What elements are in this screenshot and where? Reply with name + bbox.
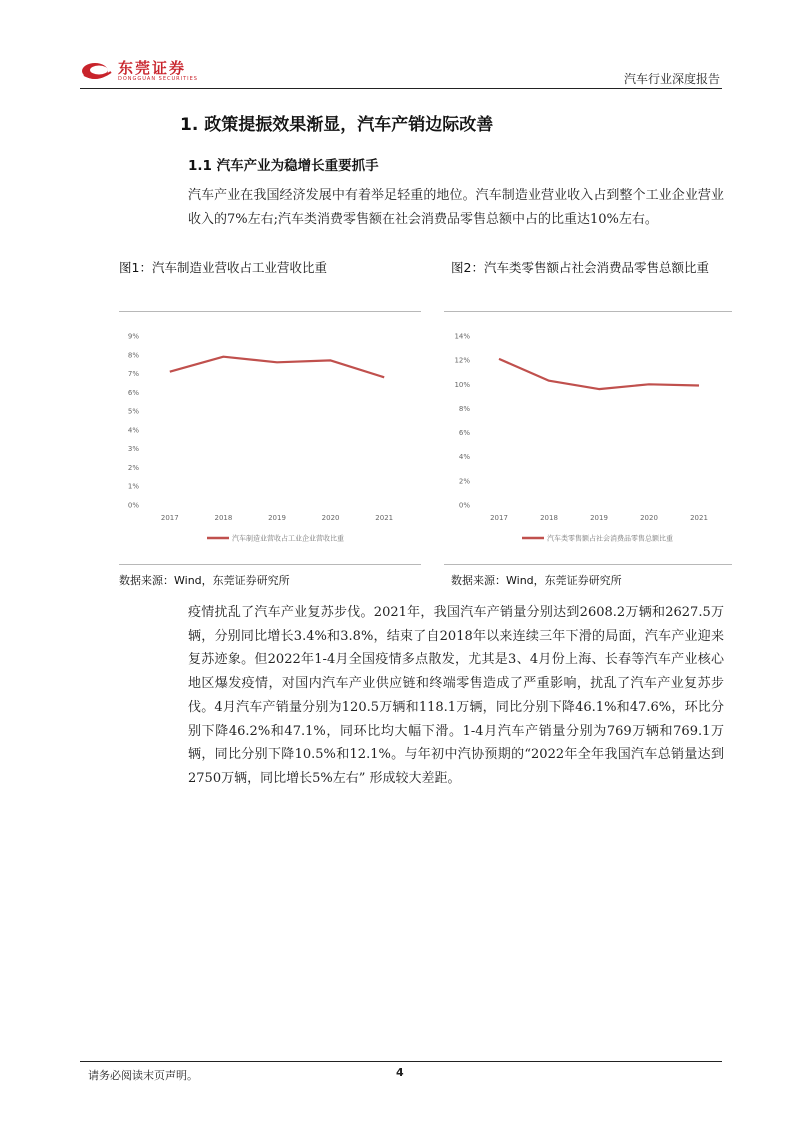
x-tick-label: 2020 [321, 514, 340, 522]
y-tick-label: 8% [458, 404, 470, 413]
figure-1-source: 数据来源：Wind，东莞证券研究所 [119, 574, 290, 587]
x-tick-label: 2021 [690, 514, 708, 522]
figure-2-chart [444, 318, 732, 558]
x-tick-label: 2018 [540, 514, 558, 522]
figure-1-title: 图1：汽车制造业营收占工业营收比重 [119, 260, 327, 275]
y-tick-label: 12% [454, 356, 470, 365]
x-tick-label: 2017 [490, 514, 508, 522]
y-tick-label: 3% [127, 445, 139, 454]
y-tick-label: 5% [127, 407, 139, 416]
y-tick-label: 4% [127, 426, 139, 435]
y-tick-label: 8% [127, 351, 139, 360]
x-tick-label: 2019 [268, 514, 286, 522]
x-tick-label: 2019 [590, 514, 608, 522]
intro-paragraph: 汽车产业在我国经济发展中有着举足轻重的地位。汽车制造业营业收入占到整个工业企业营业收入的7%左右;汽车类消费零售额在社会消费品零售总额中占的比重达10%左右。 [188, 188, 724, 227]
footer-divider [80, 1061, 722, 1062]
y-tick-label: 4% [458, 453, 470, 462]
series-line [170, 357, 384, 378]
report-type-label: 汽车行业深度报告 [623, 72, 720, 86]
y-tick-label: 2% [458, 477, 470, 486]
y-tick-label: 1% [127, 482, 139, 491]
x-tick-label: 2018 [214, 514, 233, 522]
figure-1-top-rule [119, 311, 421, 312]
legend-label: 汽车制造业营收占工业企业营收比重 [232, 534, 344, 543]
body-paragraph: 疫情扰乱了汽车产业复苏步伐。2021年，我国汽车产销量分别达到2608.2万辆和2627.5万辆，分别同比增长3.4%和3.8%，结束了自2018年以来连续三年下滑的局面，汽车产业迎来复苏迹象。但2022年1-4月全国疫情多点散发，尤其是3、4月份上海、长春等汽车产业核心地区爆发疫情，对国内汽车产业供应链和终端零售造成了严重影响，扰乱了汽车产业复苏步伐。4月汽车产销量分别为120.5万辆和118.1万辆，同比分别下降46.1%和47.6%，环比分别下降46.2%和47.1%，同环比均大幅下滑。1-4月汽车产销量分别为769万辆和769.1万辆，同比分别下降10.5%和12.1%。与年初中汽协预期的“2022年全年我国汽车总销量达到2750万辆，同比增长5%左右” 形成较大差距。 [188, 605, 724, 786]
header-divider [80, 88, 722, 89]
figure-2-title: 图2：汽车类零售额占社会消费品零售总额比重 [451, 260, 709, 275]
y-tick-label: 9% [127, 332, 139, 341]
figure-1-chart [119, 318, 421, 558]
logo-mark-icon [80, 60, 114, 82]
x-tick-label: 2021 [375, 514, 394, 522]
page-number: 4 [396, 1066, 404, 1079]
y-tick-label: 10% [454, 380, 470, 389]
x-tick-label: 2020 [640, 514, 658, 522]
y-tick-label: 6% [127, 388, 139, 397]
figure-1-svg [119, 318, 421, 558]
figure-2-top-rule [444, 311, 732, 312]
y-tick-label: 2% [127, 463, 139, 472]
y-tick-label: 14% [454, 332, 470, 341]
logo-name-cn: 东莞证券 [118, 58, 187, 77]
y-tick-label: 0% [458, 501, 470, 510]
figure-2-bottom-rule [444, 564, 732, 565]
figure-2-source: 数据来源：Wind，东莞证券研究所 [451, 574, 622, 587]
y-tick-label: 6% [458, 429, 470, 438]
y-tick-label: 0% [127, 501, 139, 510]
logo-name-en: DONGGUAN SECURITIES [118, 75, 198, 82]
x-tick-label: 2017 [160, 514, 179, 522]
figure-2-svg [444, 318, 732, 558]
section-heading: 1. 政策提振效果渐显，汽车产销边际改善 [180, 115, 494, 135]
legend-label: 汽车类零售额占社会消费品零售总额比重 [547, 534, 673, 543]
y-tick-label: 7% [127, 370, 139, 379]
company-logo [80, 58, 220, 84]
footer-disclaimer: 请务必阅读末页声明。 [88, 1069, 198, 1082]
series-line [499, 359, 699, 389]
figure-1-bottom-rule [119, 564, 421, 565]
subsection-heading: 1.1 汽车产业为稳增长重要抓手 [188, 158, 379, 174]
